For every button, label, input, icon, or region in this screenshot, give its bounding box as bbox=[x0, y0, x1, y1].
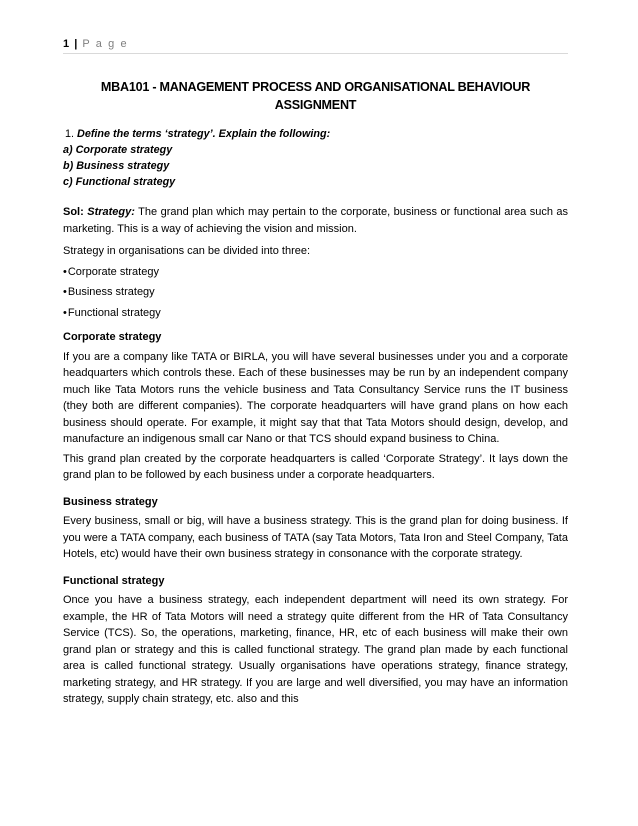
solution-intro: Strategy in organisations can be divided into three: bbox=[63, 245, 311, 257]
solution-label: Sol: bbox=[63, 206, 84, 218]
solution-term: Strategy: bbox=[87, 206, 135, 218]
page-number: 1 bbox=[63, 38, 70, 50]
header-separator: | bbox=[74, 38, 78, 50]
bullet-text: Functional strategy bbox=[67, 306, 161, 319]
question-item-b: b) Business strategy bbox=[63, 160, 170, 172]
bullet-text: Business strategy bbox=[67, 286, 155, 298]
heading-corporate-strategy: Corporate strategy bbox=[63, 331, 162, 343]
header-divider bbox=[63, 53, 568, 54]
question-item-a: a) Corporate strategy bbox=[63, 144, 173, 156]
business-paragraph: Every business, small or big, will have a business strategy. This is the grand plan for doing business. If you were a TATA company, each business of TATA (say Tata Motors, Tata Iron and Steel Company, Tata Hotels, etc) would have their own business strategy in consonance with the corporate strategy. bbox=[63, 515, 568, 560]
heading-business-strategy: Business strategy bbox=[63, 495, 158, 508]
bullet-item-business bbox=[63, 284, 568, 301]
bullet-symbol: • bbox=[63, 265, 67, 278]
document-title bbox=[63, 78, 568, 114]
bullet-symbol: • bbox=[63, 306, 67, 319]
bullet-symbol: • bbox=[63, 286, 67, 298]
question-number: 1. bbox=[65, 128, 75, 140]
bullet-item-corporate bbox=[63, 264, 568, 281]
question-item-c: c) Functional strategy bbox=[63, 176, 176, 188]
title-line-1: MBA101 - MANAGEMENT PROCESS AND ORGANISATIONAL BEHAVIOUR bbox=[100, 80, 531, 94]
question-text: Define the terms ‘strategy’. Explain the following: bbox=[77, 128, 331, 140]
solution-definition: The grand plan which may pertain to the corporate, business or functional area such as marketing. This is a way of achieving the vision and mission. bbox=[63, 206, 568, 235]
bullet-item-functional bbox=[63, 305, 568, 322]
corporate-paragraph-1: If you are a company like TATA or BIRLA, you will have several businesses under you and a corporate headquarters which controls these. Each of these businesses may be run by an independent company much like Tata Motors runs the vehicle business and Tata Consultancy Service runs the IT business (they both are different companies). The corporate headquarters will have grand plans on how each business should operate. For example, it might say that that Tata Motors should design, develop, and manufacture an indigenous small car Nano or that TCS should expand business to China. bbox=[63, 350, 568, 445]
solution-definition-paragraph bbox=[63, 204, 568, 237]
page-label: P a g e bbox=[82, 38, 129, 50]
heading-functional-strategy: Functional strategy bbox=[63, 574, 165, 587]
bullet-text: Corporate strategy bbox=[67, 265, 159, 278]
page-header bbox=[63, 36, 567, 52]
document-body bbox=[63, 78, 568, 708]
question-line bbox=[63, 126, 568, 142]
corporate-paragraph-2: This grand plan created by the corporate headquarters is called ‘Corporate Strategy’. It lays down the grand plan to be followed by each business under a corporate headquarters. bbox=[63, 452, 568, 481]
functional-paragraph: Once you have a business strategy, each independent department will need its own strategy. For example, the HR of Tata Motors will need a strategy quite different from the HR of Tata Consultancy Service (TCS). So, the operations, marketing, finance, HR, etc of each business will make their own grand plan or strategy and this is called functional strategy. The grand plan made by each functional area is called functional strategy. Usually organisations have operations strategy, finance strategy, marketing strategy, and HR strategy. If you are large and well diversified, you may have an information strategy, supply chain strategy, etc. also and this bbox=[63, 594, 568, 705]
title-line-2: ASSIGNMENT bbox=[274, 98, 357, 112]
